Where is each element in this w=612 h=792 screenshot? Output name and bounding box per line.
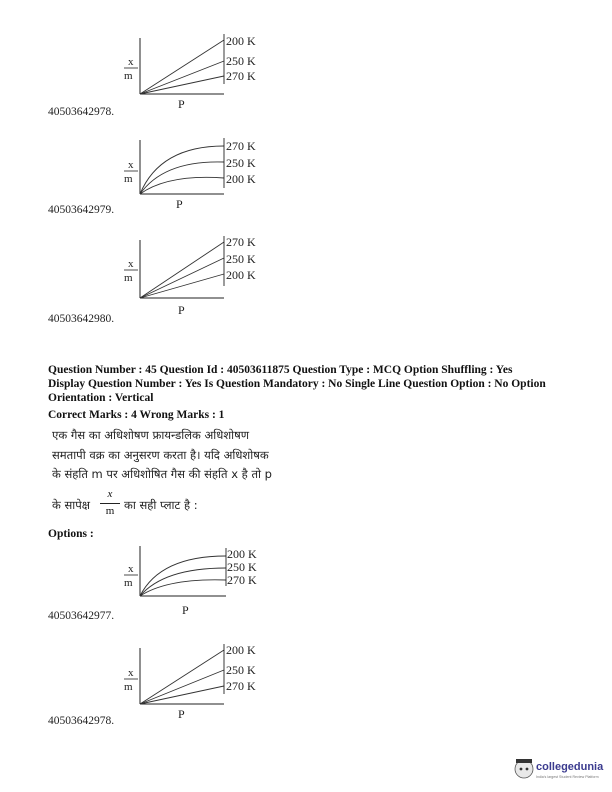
temp-label-2: 250 K <box>226 156 256 170</box>
graph-option-5-svg <box>120 640 380 730</box>
temp-label-3: 270 K <box>226 69 256 83</box>
question-text-line-3: के संहति m पर अधिशोषित गैस की संहति x है तो p <box>52 467 272 481</box>
option-id-3: 40503642980. <box>48 313 115 325</box>
graph-option-2-svg <box>120 136 380 226</box>
graph-option-3-svg <box>120 234 380 324</box>
y-axis-denominator: m <box>124 173 133 185</box>
option-id-1: 40503642978. <box>48 106 115 118</box>
y-axis-denominator: m <box>124 577 133 589</box>
graph-option-1 <box>120 32 380 122</box>
logo-tagline: India's largest Student Review Platform <box>536 775 599 779</box>
temp-label-1: 200 K <box>226 34 256 48</box>
temp-label-3: 200 K <box>226 172 256 186</box>
temp-label-3: 200 K <box>226 268 256 282</box>
y-axis-denominator: m <box>124 70 133 82</box>
temp-label-2: 250 K <box>226 252 256 266</box>
isotherm-line-1 <box>140 650 224 704</box>
question-marks: Correct Marks : 4 Wrong Marks : 1 <box>48 409 225 421</box>
mascot-eye-icon <box>526 768 529 771</box>
x-axis-label: P <box>182 603 189 617</box>
isotherm-curve-1 <box>140 556 226 596</box>
question-text-line-2: समतापी वक्र का अनुसरण करता है। यदि अधिशोषक <box>52 448 269 462</box>
isotherm-line-2 <box>140 61 224 94</box>
logo-text: collegedunia <box>536 761 604 773</box>
fraction-numerator: x <box>107 488 113 500</box>
graph-option-4 <box>120 542 380 632</box>
isotherm-line-3 <box>140 686 224 704</box>
y-axis-denominator: m <box>124 681 133 693</box>
question-meta-line-3: Orientation : Vertical <box>48 392 154 404</box>
temp-label-1: 200 K <box>227 547 257 561</box>
y-axis-numerator: x <box>128 258 134 270</box>
question-text-line-1: एक गैस का अधिशोषण फ्रायन्डलिक अधिशोषण <box>52 428 250 442</box>
graph-option-1-svg <box>120 32 380 122</box>
y-axis-numerator: x <box>128 667 134 679</box>
graph-option-5 <box>120 640 380 730</box>
mascot-cap-icon <box>516 759 532 763</box>
options-label: Options : <box>48 528 94 540</box>
temp-label-1: 200 K <box>226 643 256 657</box>
question-meta-line-2: Display Question Number : Yes Is Question Mandatory : No Single Line Question Option : No Option <box>48 378 546 390</box>
option-id-4: 40503642977. <box>48 610 115 622</box>
mascot-eye-icon <box>520 768 523 771</box>
temp-label-1: 270 K <box>226 235 256 249</box>
isotherm-line-2 <box>140 670 224 704</box>
graph-option-3 <box>120 234 380 324</box>
question-text-line-4a: के सापेक्ष <box>52 498 91 512</box>
temp-label-3: 270 K <box>227 573 257 587</box>
temp-label-2: 250 K <box>226 663 256 677</box>
fraction-denominator: m <box>105 505 115 517</box>
x-axis-label: P <box>176 197 183 211</box>
temp-label-2: 250 K <box>226 54 256 68</box>
y-axis-numerator: x <box>128 56 134 68</box>
temp-label-3: 270 K <box>226 679 256 693</box>
isotherm-line-1 <box>140 242 224 298</box>
isotherm-line-3 <box>140 76 224 94</box>
question-meta-line-1: Question Number : 45 Question Id : 40503611875 Question Type : MCQ Option Shuffling : Yes <box>48 364 513 376</box>
graph-option-2 <box>120 136 380 226</box>
temp-label-1: 270 K <box>226 139 256 153</box>
y-axis-numerator: x <box>128 159 134 171</box>
isotherm-curve-3 <box>140 580 226 596</box>
collegedunia-logo <box>514 754 610 784</box>
y-axis-denominator: m <box>124 272 133 284</box>
fraction-bar <box>100 503 120 504</box>
logo-svg <box>514 754 610 784</box>
isotherm-curve-3 <box>140 177 224 194</box>
x-axis-label: P <box>178 97 185 111</box>
option-id-5: 40503642978. <box>48 715 115 727</box>
question-text-line-4b: का सही प्लाट है : <box>124 498 198 512</box>
x-axis-label: P <box>178 707 185 721</box>
x-axis-label: P <box>178 303 185 317</box>
y-axis-numerator: x <box>128 563 134 575</box>
graph-option-4-svg <box>120 542 380 632</box>
option-id-2: 40503642979. <box>48 204 115 216</box>
temp-label-2: 250 K <box>227 560 257 574</box>
isotherm-line-1 <box>140 40 224 94</box>
isotherm-curve-2 <box>140 162 224 194</box>
